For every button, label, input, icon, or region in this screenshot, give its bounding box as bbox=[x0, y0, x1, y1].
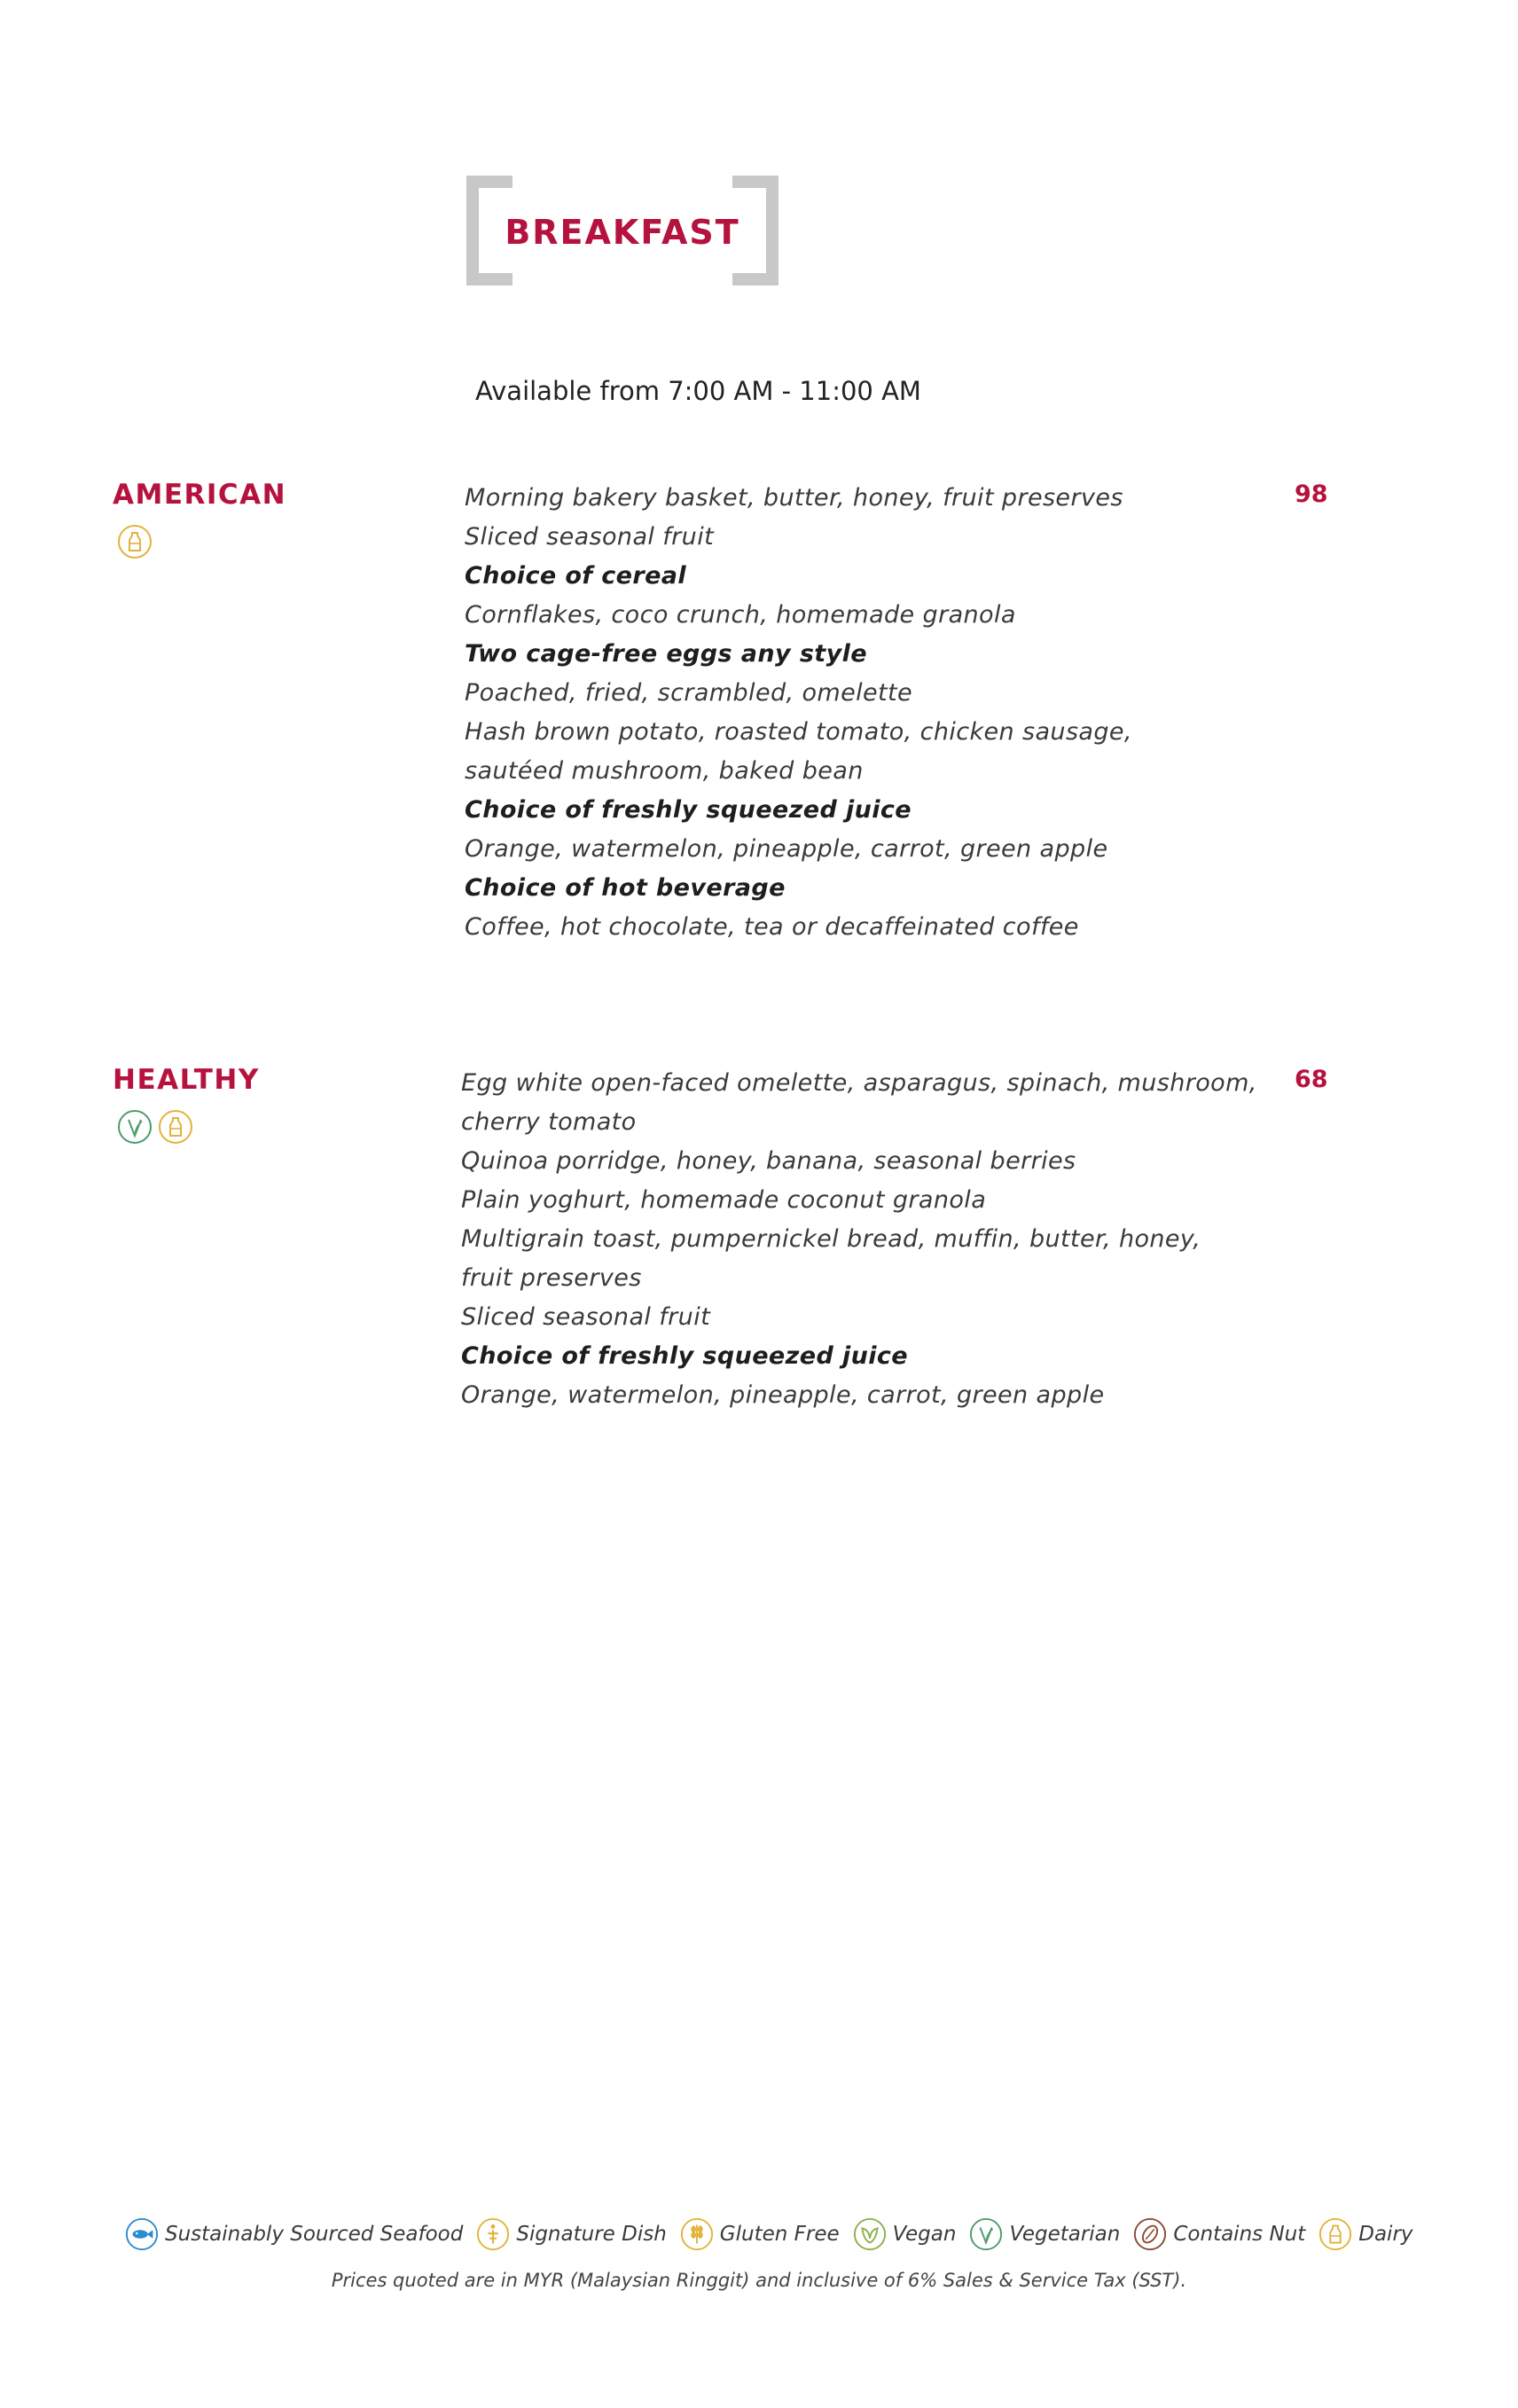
section-title: HEALTHY bbox=[113, 1064, 260, 1096]
price-footnote: Prices quoted are in MYR (Malaysian Ringgit) and inclusive of 6% Sales & Service Tax (SST). bbox=[331, 2270, 1187, 2291]
seafood-icon bbox=[124, 2216, 165, 2252]
nut-icon bbox=[1132, 2216, 1173, 2252]
legend-item bbox=[1132, 2216, 1305, 2252]
item-description: Sliced seasonal fruit bbox=[461, 1303, 711, 1331]
legend-label: Signature Dish bbox=[516, 2223, 667, 2246]
section-price: 68 bbox=[1295, 1066, 1328, 1093]
legend-item bbox=[852, 2216, 957, 2252]
legend-label: Vegetarian bbox=[1009, 2223, 1121, 2246]
dairy-icon bbox=[1318, 2216, 1358, 2252]
item-description: sautéed mushroom, baked bean bbox=[465, 757, 864, 785]
availability-text: Available from 7:00 AM - 11:00 AM bbox=[475, 376, 921, 406]
item-description: cherry tomato bbox=[461, 1108, 637, 1136]
menu-header bbox=[466, 176, 779, 285]
dietary-legend bbox=[124, 2216, 1426, 2252]
vegetarian-icon bbox=[116, 1108, 153, 1145]
item-description: Multigrain toast, pumpernickel bread, muffin, butter, honey, bbox=[461, 1225, 1201, 1253]
item-list bbox=[465, 479, 1132, 947]
legend-item bbox=[679, 2216, 840, 2252]
item-heading: Choice of freshly squeezed juice bbox=[461, 1342, 909, 1370]
item-description: Orange, watermelon, pineapple, carrot, green apple bbox=[461, 1381, 1105, 1409]
item-heading: Two cage-free eggs any style bbox=[465, 640, 867, 668]
item-description: Morning bakery basket, butter, honey, fruit preserves bbox=[465, 484, 1123, 512]
item-description: Sliced seasonal fruit bbox=[465, 523, 715, 551]
item-heading: Choice of cereal bbox=[465, 562, 687, 590]
item-list bbox=[461, 1064, 1257, 1415]
item-description: Plain yoghurt, homemade coconut granola bbox=[461, 1186, 987, 1214]
item-description: Coffee, hot chocolate, tea or decaffeinated coffee bbox=[465, 913, 1079, 941]
item-description: Cornflakes, coco crunch, homemade granola bbox=[465, 601, 1016, 629]
item-description: Poached, fried, scrambled, omelette bbox=[465, 679, 912, 707]
legend-label: Vegan bbox=[892, 2223, 957, 2246]
item-heading: Choice of hot beverage bbox=[465, 874, 786, 902]
item-description: Quinoa porridge, honey, banana, seasonal berries bbox=[461, 1147, 1076, 1175]
legend-item bbox=[475, 2216, 666, 2252]
item-description: Hash brown potato, roasted tomato, chicken sausage, bbox=[465, 718, 1132, 746]
page-title: BREAKFAST bbox=[505, 213, 740, 252]
signature-dish-icon bbox=[475, 2216, 516, 2252]
legend-item bbox=[124, 2216, 463, 2252]
dairy-icon bbox=[157, 1108, 194, 1145]
legend-item bbox=[968, 2216, 1120, 2252]
item-heading: Choice of freshly squeezed juice bbox=[465, 796, 912, 824]
gluten-free-icon bbox=[679, 2216, 720, 2252]
dairy-icon bbox=[116, 523, 153, 560]
section-icons bbox=[116, 523, 153, 560]
section-icons bbox=[116, 1108, 194, 1145]
legend-item bbox=[1318, 2216, 1412, 2252]
legend-label: Contains Nut bbox=[1173, 2223, 1306, 2246]
item-description: fruit preserves bbox=[461, 1264, 642, 1292]
legend-label: Dairy bbox=[1358, 2223, 1413, 2246]
vegetarian-icon bbox=[968, 2216, 1009, 2252]
item-description: Orange, watermelon, pineapple, carrot, green apple bbox=[465, 835, 1108, 863]
section-title: AMERICAN bbox=[113, 479, 287, 511]
legend-label: Gluten Free bbox=[719, 2223, 840, 2246]
section-price: 98 bbox=[1295, 481, 1328, 508]
vegan-icon bbox=[852, 2216, 893, 2252]
item-description: Egg white open-faced omelette, asparagus, spinach, mushroom, bbox=[461, 1069, 1257, 1097]
legend-label: Sustainably Sourced Seafood bbox=[165, 2223, 464, 2246]
